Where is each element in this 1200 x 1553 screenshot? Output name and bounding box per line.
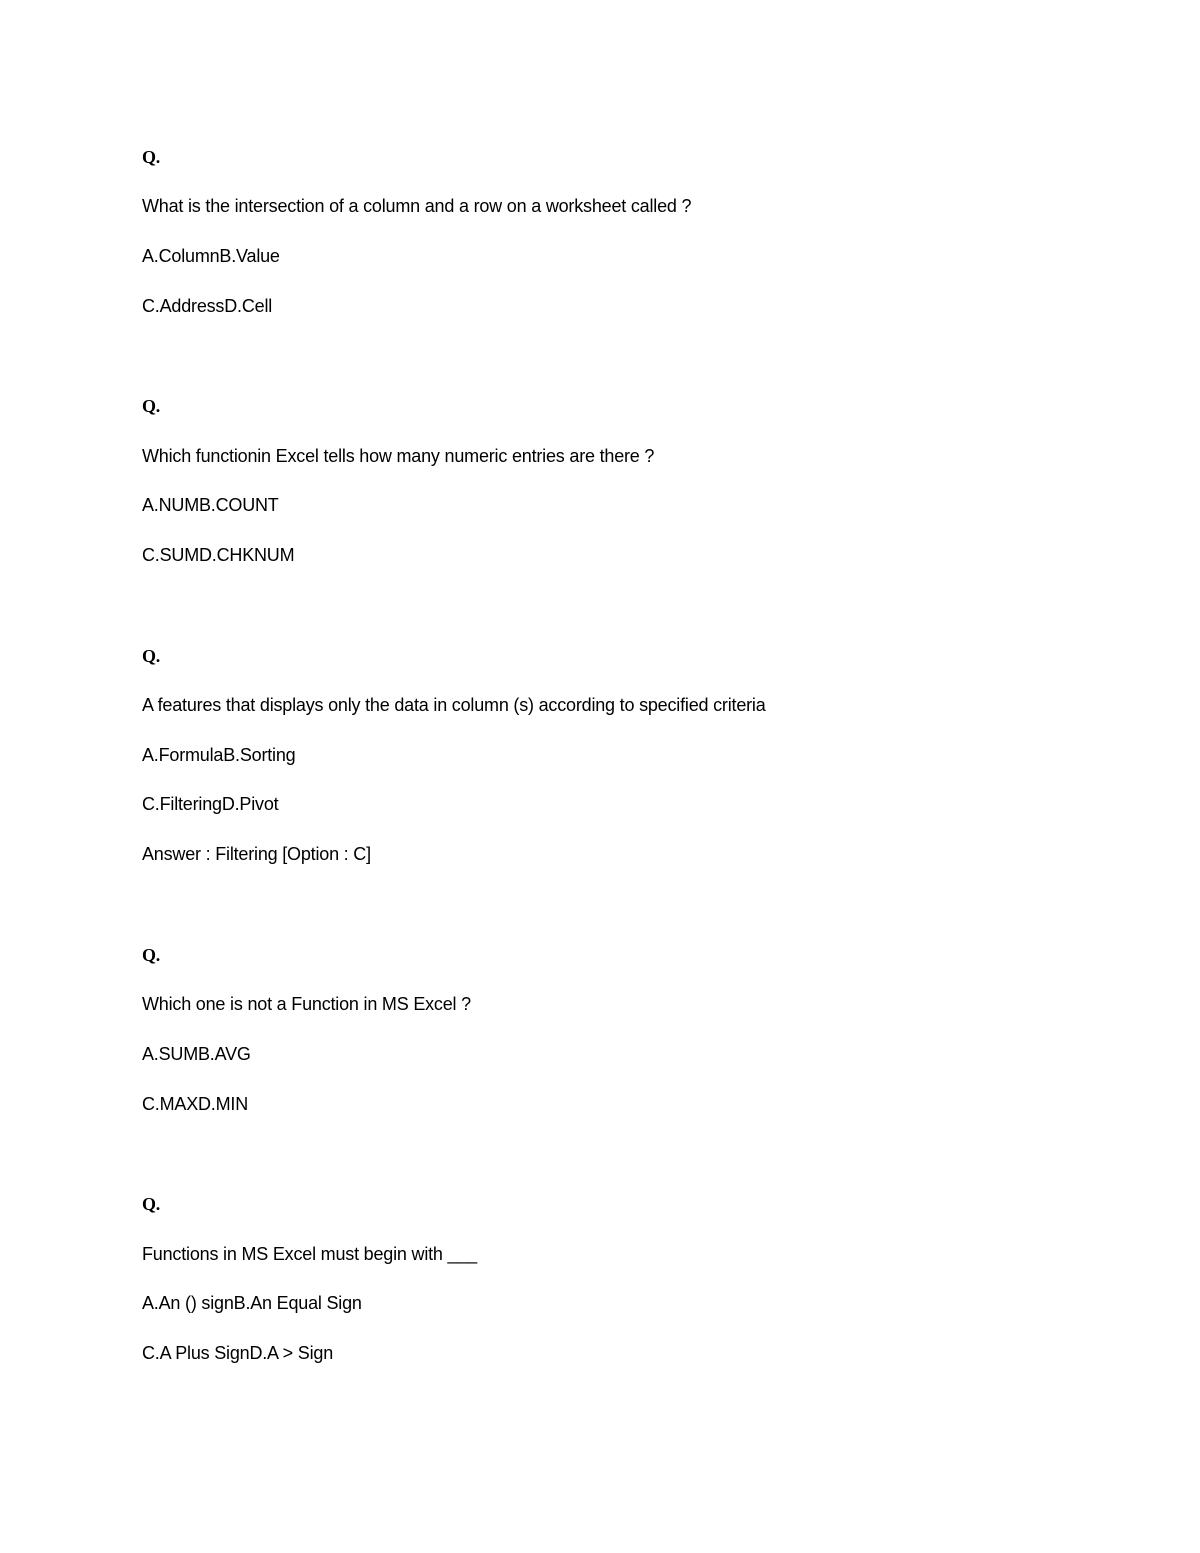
options-line: C.SUMD.CHKNUM [142, 545, 295, 565]
options-line: C.FilteringD.Pivot [142, 794, 279, 814]
question-label: Q. [142, 147, 161, 167]
question-label: Q. [142, 945, 161, 965]
options-line: C.AddressD.Cell [142, 296, 273, 316]
question-text: What is the intersection of a column and a row on a worksheet called ? [142, 196, 692, 216]
options-line: A.NUMB.COUNT [142, 495, 279, 515]
question-text: Functions in MS Excel must begin with ___ [142, 1244, 477, 1264]
options-line: C.MAXD.MIN [142, 1094, 249, 1114]
options-line: A.An () signB.An Equal Sign [142, 1293, 362, 1313]
question-text: A features that displays only the data in column (s) according to specified criteria [142, 695, 766, 715]
question-text: Which one is not a Function in MS Excel ? [142, 994, 471, 1014]
question-label: Q. [142, 646, 161, 666]
question-text: Which functionin Excel tells how many numeric entries are there ? [142, 446, 655, 466]
options-line: A.FormulaB.Sorting [142, 745, 296, 765]
options-line: A.SUMB.AVG [142, 1044, 251, 1064]
question-label: Q. [142, 1194, 161, 1214]
answer-text: Answer : Filtering [Option : C] [142, 844, 371, 864]
question-label: Q. [142, 396, 161, 416]
options-line: C.A Plus SignD.A > Sign [142, 1343, 334, 1363]
options-line: A.ColumnB.Value [142, 246, 280, 266]
